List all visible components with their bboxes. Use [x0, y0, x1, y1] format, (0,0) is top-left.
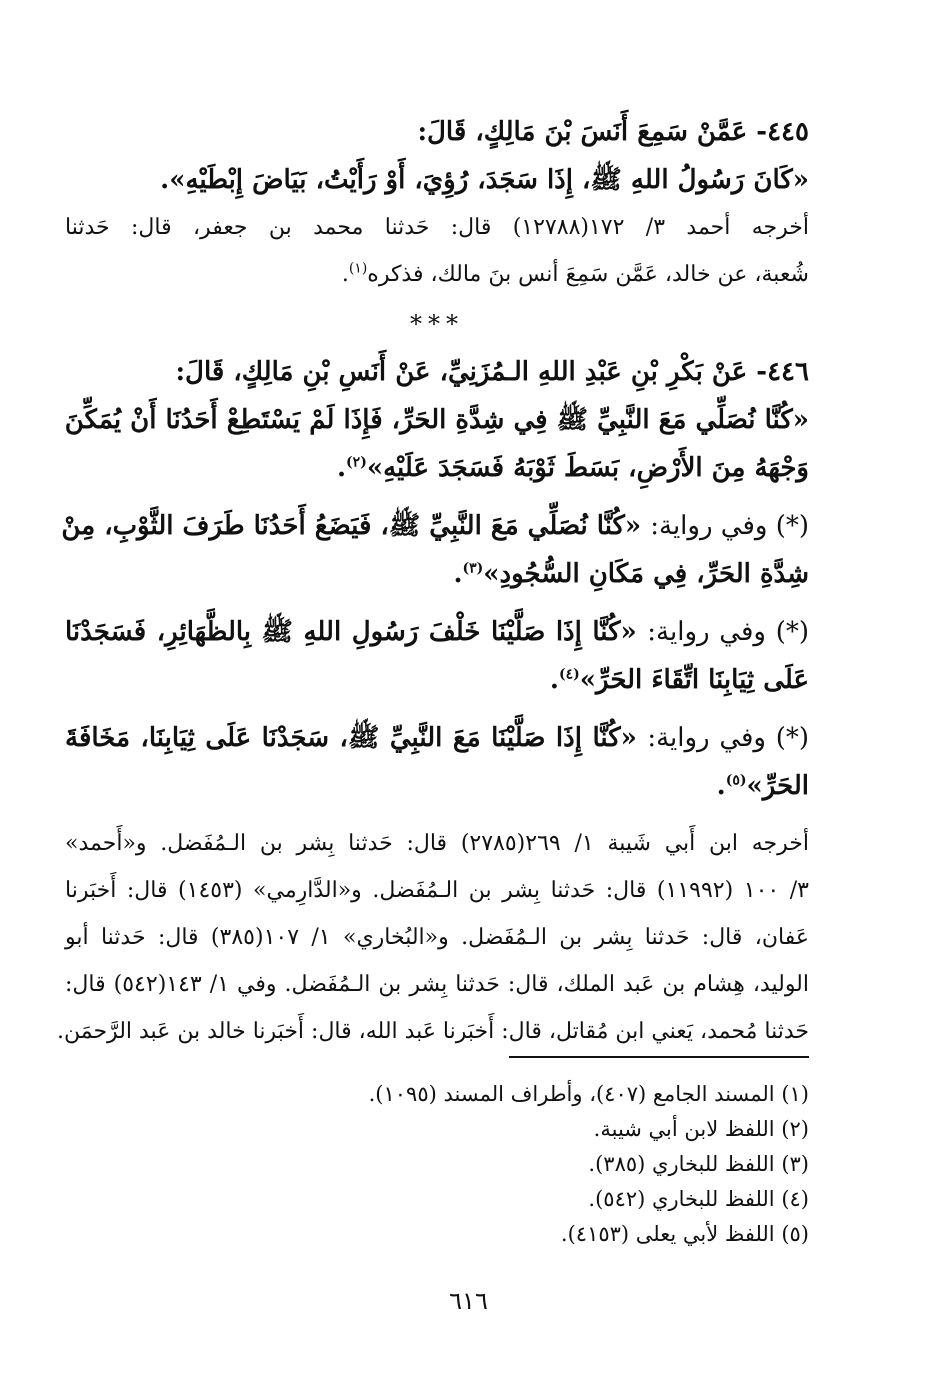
hadith-446-text-line-2 — [65, 444, 809, 492]
hadith-445-source-text: شُعبة، عن خالد، عَمَّن سَمِعَ أنس بنَ مالك، فذكره — [367, 262, 809, 287]
section-separator: *** — [410, 310, 464, 338]
hadith-446-source-line-2: ٣/ ١٠٠ (١١٩٩٢) قال: حَدثنا بِشر بن الـمُفَضل. و«الدَّارِمي» (١٤٥٣) قال: أَخبَرنا — [65, 878, 809, 903]
narration-2-line-2 — [65, 656, 809, 704]
narration-label: (*) وفي رواية: — [650, 511, 809, 541]
narration-1-line-2 — [65, 550, 809, 598]
main-text — [57, 108, 810, 1055]
line-end: . — [341, 262, 349, 287]
hadith-445-text: «كَانَ رَسُولُ اللهِ ﷺ، إِذَا سَجَدَ، رُؤِيَ، أَوْ رَأَيْتُ، بَيَاضَ إِبْطَيْهِ». — [160, 165, 809, 195]
footnote-1: (١) المسند الجامع (٤٠٧)، وأطراف المسند (١٠٩٥). — [368, 1082, 809, 1106]
narration-3-text-2: الحَرِّ» — [746, 771, 809, 801]
line-end: . — [453, 559, 463, 589]
footnote-ref-2: (٢) — [346, 454, 367, 471]
line-end: . — [549, 665, 559, 695]
footnote-3: (٣) اللفظ للبخاري (٣٨٥). — [588, 1152, 809, 1176]
footnote-4: (٤) اللفظ للبخاري (٥٤٢). — [588, 1187, 809, 1211]
narration-2-text: «كُنَّا إِذَا صَلَّيْنَا خَلْفَ رَسُولِ اللهِ ﷺ بِالظَّهَائِرِ، فَسَجَدْنَا — [65, 617, 637, 647]
footnote-2: (٢) اللفظ لابن أبي شيبة. — [593, 1117, 809, 1141]
footnote-divider — [509, 1056, 809, 1058]
hadith-445-source-line-1: أخرجه أحمد ٣/ ١٧٢(١٢٧٨٨) قال: حَدثنا محمد بن جعفر، قال: حَدثنا — [65, 215, 809, 240]
narration-2-line-1 — [65, 608, 809, 656]
hadith-446-source-line-4: الوليد، هِشام بن عَبد الملك، قال: حَدثنا بِشر بن الـمُفَضل. وفي ١/ ١٤٣(٥٤٢) قال: — [65, 972, 809, 997]
footnotes — [65, 1077, 809, 1252]
line-end: . — [336, 453, 347, 483]
hadith-446-text-line-1: «كُنَّا نُصَلِّي مَعَ النَّبِيِّ ﷺ فِي شِدَّةِ الحَرِّ، فَإِذَا لَمْ يَسْتَطِعْ أَحَدُنَا أَنْ يُمَكِّنَ — [64, 405, 809, 435]
footnote-ref-1: (١) — [348, 260, 368, 277]
narration-2-text-2: عَلَى ثِيَابِنَا اتِّقَاءَ الحَرِّ» — [579, 665, 809, 695]
hadith-446-source-line-5: حَدثنا مُحمد، يَعني ابن مُقاتل، قال: أَخبَرنا عَبد الله، قال: أَخبَرنا خالد بن عَبد الرَّحمَن. — [57, 1019, 809, 1044]
line-end: . — [716, 771, 726, 801]
narration-3-line-2 — [65, 762, 809, 810]
hadith-446-heading: ٤٤٦- عَنْ بَكْرِ بْنِ عَبْدِ اللهِ الـمُزَنِيِّ، عَنْ أَنَسِ بْنِ مَالِكٍ، قَالَ: — [175, 357, 809, 387]
narration-1-text: «كُنَّا نُصَلِّي مَعَ النَّبِيِّ ﷺ، فَيَضَعُ أَحَدُنَا طَرَفَ الثَّوْبِ، مِنْ — [61, 511, 642, 541]
narration-3-text: «كُنَّا إِذَا صَلَّيْنَا مَعَ النَّبِيِّ ﷺ، سَجَدْنَا عَلَى ثِيَابِنَا، مَخَافَةَ — [65, 723, 637, 753]
footnote-5: (٥) اللفظ لأبي يعلى (٤١٥٣). — [560, 1222, 809, 1246]
footnote-ref-5: (٥) — [725, 772, 747, 789]
page-number: ٦١٦ — [449, 1287, 488, 1315]
narration-label: (*) وفي رواية: — [647, 723, 809, 753]
hadith-445-heading: ٤٤٥- عَمَّنْ سَمِعَ أَنَسَ بْنَ مَالِكٍ، قَالَ: — [417, 117, 809, 147]
narration-3-line-1 — [65, 714, 809, 762]
hadith-446-source-line-3: عَفان، قال: حَدثنا بِشر بن الـمُفَضل. و«البُخاري» ١/ ١٠٧(٣٨٥) قال: حَدثنا أبو — [65, 925, 809, 950]
hadith-446-source-line-1: أخرجه ابن أَبي شَيبة ١/ ٢٦٩(٢٧٨٥) قال: حَدثنا بِشر بن الـمُفَضل. و«أَحمد» — [65, 831, 810, 856]
narration-1-line-1 — [61, 502, 809, 550]
narration-label: (*) وفي رواية: — [647, 617, 809, 647]
hadith-446-text-line-2-content: وَجْهَهُ مِنَ الأَرْضِ، بَسَطَ ثَوْبَهُ فَسَجَدَ عَلَيْهِ» — [366, 453, 809, 483]
hadith-445-source-line-2 — [65, 251, 809, 298]
footnote-ref-4: (٤) — [558, 666, 580, 683]
narration-1-text-2: شِدَّةِ الحَرِّ، فِي مَكَانِ السُّجُودِ» — [483, 559, 809, 589]
footnote-ref-3: (٣) — [462, 560, 484, 577]
